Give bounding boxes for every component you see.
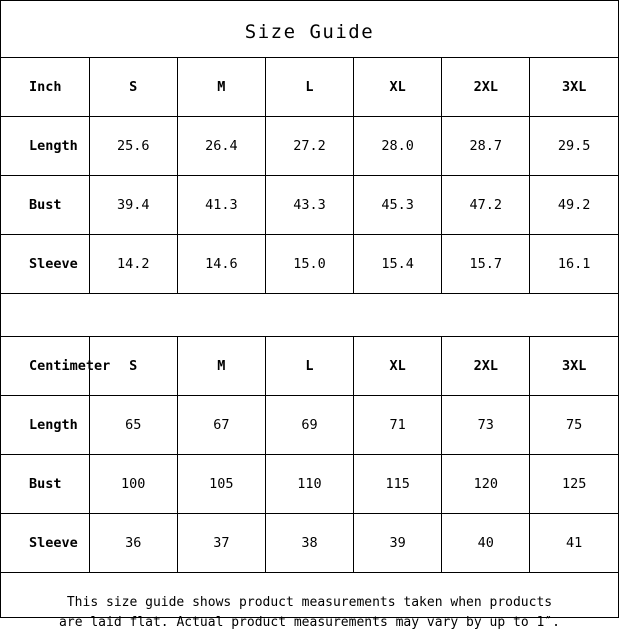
footer-note bbox=[1, 573, 618, 633]
unit-label-centimeter: Centimeter bbox=[1, 337, 89, 396]
cell-bust-2xl: 120 bbox=[442, 455, 530, 514]
cell-sleeve-3xl: 16.1 bbox=[530, 235, 618, 294]
row-label-length: Length bbox=[1, 396, 89, 455]
cell-bust-m: 41.3 bbox=[177, 176, 265, 235]
cell-bust-2xl: 47.2 bbox=[442, 176, 530, 235]
size-header-xl: XL bbox=[354, 337, 442, 396]
size-header-s: S bbox=[89, 58, 177, 117]
cell-sleeve-m: 14.6 bbox=[177, 235, 265, 294]
cell-length-s: 25.6 bbox=[89, 117, 177, 176]
cell-length-3xl: 75 bbox=[530, 396, 618, 455]
cell-length-2xl: 28.7 bbox=[442, 117, 530, 176]
cell-sleeve-l: 15.0 bbox=[265, 235, 353, 294]
cell-length-m: 67 bbox=[177, 396, 265, 455]
size-header-2xl: 2XL bbox=[442, 337, 530, 396]
table-row bbox=[1, 117, 618, 176]
row-label-sleeve: Sleeve bbox=[1, 514, 89, 573]
cell-length-3xl: 29.5 bbox=[530, 117, 618, 176]
cell-length-2xl: 73 bbox=[442, 396, 530, 455]
footer-line-1: This size guide shows product measurements taken when products bbox=[66, 595, 553, 610]
size-table-centimeter bbox=[1, 336, 618, 573]
cell-bust-l: 110 bbox=[265, 455, 353, 514]
cell-sleeve-m: 37 bbox=[177, 514, 265, 573]
cell-length-xl: 71 bbox=[354, 396, 442, 455]
cell-length-xl: 28.0 bbox=[354, 117, 442, 176]
table-row bbox=[1, 455, 618, 514]
size-header-2xl: 2XL bbox=[442, 58, 530, 117]
cell-bust-m: 105 bbox=[177, 455, 265, 514]
table-separator bbox=[1, 294, 618, 336]
row-label-bust: Bust bbox=[1, 176, 89, 235]
row-label-length: Length bbox=[1, 117, 89, 176]
table-header-row bbox=[1, 337, 618, 396]
table-row bbox=[1, 176, 618, 235]
cell-bust-s: 100 bbox=[89, 455, 177, 514]
cell-length-l: 27.2 bbox=[265, 117, 353, 176]
size-header-3xl: 3XL bbox=[530, 337, 618, 396]
table-header-row bbox=[1, 58, 618, 117]
size-header-m: M bbox=[177, 337, 265, 396]
size-header-3xl: 3XL bbox=[530, 58, 618, 117]
cell-length-m: 26.4 bbox=[177, 117, 265, 176]
footer-line-2: are laid flat. Actual product measurements may vary by up to 1″. bbox=[59, 615, 560, 630]
table-row bbox=[1, 396, 618, 455]
size-header-l: L bbox=[265, 337, 353, 396]
size-header-xl: XL bbox=[354, 58, 442, 117]
row-label-sleeve: Sleeve bbox=[1, 235, 89, 294]
cell-length-l: 69 bbox=[265, 396, 353, 455]
cell-sleeve-xl: 39 bbox=[354, 514, 442, 573]
cell-sleeve-xl: 15.4 bbox=[354, 235, 442, 294]
cell-sleeve-l: 38 bbox=[265, 514, 353, 573]
cell-bust-xl: 45.3 bbox=[354, 176, 442, 235]
cell-sleeve-3xl: 41 bbox=[530, 514, 618, 573]
size-header-l: L bbox=[265, 58, 353, 117]
unit-label-inch: Inch bbox=[1, 58, 89, 117]
cell-sleeve-s: 36 bbox=[89, 514, 177, 573]
page-title: Size Guide bbox=[244, 21, 375, 43]
cell-bust-3xl: 125 bbox=[530, 455, 618, 514]
cell-bust-l: 43.3 bbox=[265, 176, 353, 235]
size-table-inch bbox=[1, 57, 618, 294]
table-row bbox=[1, 235, 618, 294]
row-label-bust: Bust bbox=[1, 455, 89, 514]
cell-bust-xl: 115 bbox=[354, 455, 442, 514]
cell-length-s: 65 bbox=[89, 396, 177, 455]
size-header-m: M bbox=[177, 58, 265, 117]
cell-sleeve-2xl: 40 bbox=[442, 514, 530, 573]
cell-bust-s: 39.4 bbox=[89, 176, 177, 235]
cell-bust-3xl: 49.2 bbox=[530, 176, 618, 235]
cell-sleeve-s: 14.2 bbox=[89, 235, 177, 294]
size-header-s: S bbox=[89, 337, 177, 396]
table-row bbox=[1, 514, 618, 573]
cell-sleeve-2xl: 15.7 bbox=[442, 235, 530, 294]
